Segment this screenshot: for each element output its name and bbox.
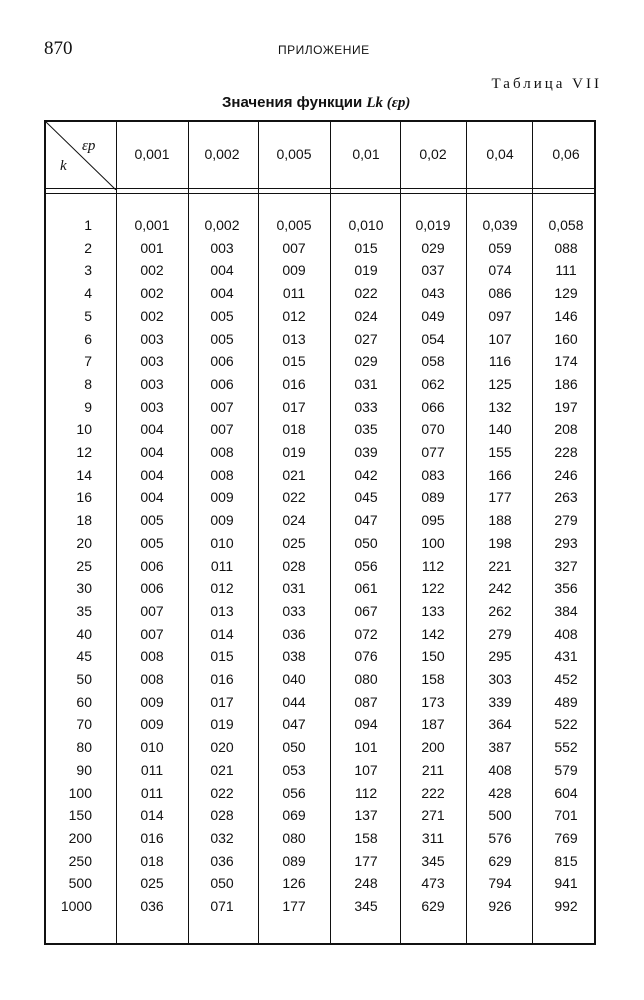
table-cell: 087 [354, 693, 378, 710]
table-cell: 058 [421, 353, 445, 370]
table-cell: 198 [488, 534, 512, 551]
table-cell: 576 [488, 829, 512, 846]
table-cell: 025 [140, 875, 164, 892]
table-row [44, 373, 596, 395]
table-cell: 140 [488, 421, 512, 438]
table-cell: 794 [488, 875, 512, 892]
table-cell: 047 [282, 716, 306, 733]
table-cell: 001 [140, 239, 164, 256]
table-cell: 303 [488, 671, 512, 687]
table-cell: 027 [354, 330, 378, 347]
table-cell: 208 [554, 421, 578, 438]
column-header: 0,001 [134, 146, 170, 162]
table-cell: 408 [554, 625, 578, 642]
table-row [44, 850, 596, 872]
table-cell: 095 [421, 512, 445, 529]
table-cell: 010 [140, 739, 164, 756]
table-cell: 022 [354, 285, 378, 302]
table-cell: 094 [354, 716, 378, 733]
table-cell: 014 [210, 625, 234, 642]
table-cell: 029 [354, 353, 378, 370]
row-k-value: 2 [84, 239, 92, 256]
table-cell: 036 [282, 625, 306, 642]
table-cell: 174 [554, 353, 578, 370]
table-cell: 021 [282, 466, 306, 483]
table-cell: 016 [210, 671, 234, 687]
table-cell: 069 [282, 807, 306, 824]
column-variable-label: εp [82, 138, 96, 154]
column-header: 0,02 [419, 146, 447, 162]
table-cell: 076 [354, 648, 378, 665]
table-cell: 005 [140, 534, 164, 551]
table-cell: 042 [354, 466, 378, 483]
table-cell: 155 [488, 444, 512, 460]
row-k-value: 3 [84, 262, 92, 279]
table-cell: 032 [210, 829, 234, 846]
row-k-value: 250 [68, 852, 92, 869]
table-cell: 452 [554, 671, 578, 687]
table-cell: 008 [210, 444, 234, 460]
table-cell: 339 [488, 693, 512, 710]
table-cell: 056 [354, 557, 378, 574]
table-cell: 126 [282, 875, 306, 892]
row-k-value: 60 [76, 693, 92, 710]
table-cell: 629 [488, 852, 512, 869]
table-cell: 016 [282, 375, 306, 392]
table-row [44, 418, 596, 440]
table-cell: 345 [421, 852, 445, 869]
table-cell: 011 [282, 285, 306, 302]
table-cell: 022 [210, 784, 234, 801]
table-cell: 011 [210, 557, 234, 574]
table-cell: 177 [354, 852, 378, 869]
row-k-value: 80 [76, 739, 92, 756]
table-cell: 024 [282, 512, 306, 529]
table-cell: 007 [282, 239, 306, 256]
row-k-value: 4 [84, 285, 92, 302]
table-cell: 071 [210, 898, 234, 914]
table-cell: 150 [421, 648, 445, 665]
table-cell: 080 [282, 829, 306, 846]
table-cell: 040 [282, 671, 306, 687]
header-diagonal-line [44, 120, 116, 190]
row-k-value: 14 [76, 466, 92, 483]
table-row [44, 895, 596, 917]
table-cell: 037 [421, 262, 445, 279]
table-cell: 031 [282, 580, 306, 597]
table-cell: 177 [488, 489, 512, 506]
table-cell: 003 [140, 375, 164, 392]
table-cell: 122 [421, 580, 445, 597]
row-k-value: 1 [84, 217, 92, 233]
table-cell: 008 [140, 648, 164, 665]
table-cell: 112 [421, 557, 445, 574]
row-k-value: 25 [76, 557, 92, 574]
table-row [44, 668, 596, 690]
table-cell: 035 [354, 421, 378, 438]
table-cell: 006 [140, 557, 164, 574]
table-cell: 019 [282, 444, 306, 460]
table-cell: 552 [554, 739, 578, 756]
row-k-value: 40 [76, 625, 92, 642]
row-k-value: 9 [84, 398, 92, 415]
row-k-value: 500 [68, 875, 92, 892]
table-cell: 384 [554, 602, 578, 619]
table-cell: 067 [354, 602, 378, 619]
table-cell: 053 [282, 761, 306, 778]
table-cell: 013 [210, 602, 234, 619]
table-cell: 133 [421, 602, 445, 619]
table-cell: 137 [354, 807, 378, 824]
table-row [44, 759, 596, 781]
table-cell: 101 [354, 739, 378, 756]
table-cell: 941 [554, 875, 578, 892]
table-cell: 033 [354, 398, 378, 415]
table-cell: 003 [140, 353, 164, 370]
row-k-value: 100 [68, 784, 92, 801]
table-cell: 004 [140, 466, 164, 483]
table-row [44, 350, 596, 372]
table-cell: 009 [140, 716, 164, 733]
table-cell: 047 [354, 512, 378, 529]
table-cell: 132 [488, 398, 512, 415]
table-cell: 005 [140, 512, 164, 529]
column-header: 0,06 [552, 146, 580, 162]
row-k-value: 16 [76, 489, 92, 506]
table-cell: 012 [282, 307, 306, 324]
table-cell: 059 [488, 239, 512, 256]
table-cell: 010 [210, 534, 234, 551]
table-cell: 200 [421, 739, 445, 756]
table-cell: 086 [488, 285, 512, 302]
table-cell: 111 [555, 262, 577, 279]
table-cell: 0,058 [548, 217, 584, 233]
table-row [44, 577, 596, 599]
table-row [44, 441, 596, 463]
table-cell: 158 [421, 671, 445, 687]
table-cell: 009 [210, 489, 234, 506]
table-cell: 004 [140, 489, 164, 506]
header-rule-bottom-double [44, 193, 596, 194]
table-row [44, 532, 596, 554]
table-cell: 036 [140, 898, 164, 914]
row-k-value: 10 [76, 421, 92, 438]
table-row [44, 827, 596, 849]
table-cell: 197 [554, 398, 578, 415]
table-cell: 012 [210, 580, 234, 597]
table-cell: 107 [488, 330, 512, 347]
table-cell: 013 [282, 330, 306, 347]
table-cell: 020 [210, 739, 234, 756]
table-row [44, 872, 596, 894]
table-row [44, 396, 596, 418]
table-cell: 522 [554, 716, 578, 733]
table-cell: 327 [554, 557, 578, 574]
page-number: 870 [44, 38, 73, 59]
table-cell: 044 [282, 693, 306, 710]
table-cell: 242 [488, 580, 512, 597]
table-cell: 107 [354, 761, 378, 778]
row-k-value: 6 [84, 330, 92, 347]
table-cell: 100 [421, 534, 445, 551]
table-cell: 188 [488, 512, 512, 529]
table-cell: 007 [140, 625, 164, 642]
row-k-value: 30 [76, 580, 92, 597]
row-k-value: 90 [76, 761, 92, 778]
table-row [44, 804, 596, 826]
table-cell: 049 [421, 307, 445, 324]
table-row [44, 328, 596, 350]
table-cell: 428 [488, 784, 512, 801]
table-cell: 083 [421, 466, 445, 483]
table-row [44, 509, 596, 531]
row-k-value: 8 [84, 375, 92, 392]
table-cell: 173 [421, 693, 445, 710]
table-cell: 387 [488, 739, 512, 756]
table-cell: 345 [354, 898, 378, 914]
table-cell: 222 [421, 784, 445, 801]
table-cell: 007 [210, 421, 234, 438]
table-row [44, 645, 596, 667]
header-rule-top [44, 120, 596, 122]
table-cell: 293 [554, 534, 578, 551]
table-row [44, 736, 596, 758]
table-cell: 072 [354, 625, 378, 642]
row-k-value: 12 [76, 444, 92, 460]
row-k-value: 45 [76, 648, 92, 665]
table-title-function: Lk (εp) [366, 95, 411, 111]
column-header: 0,04 [486, 146, 514, 162]
header-rule-bottom [44, 188, 596, 189]
table-cell: 043 [421, 285, 445, 302]
table-cell: 0,019 [415, 217, 451, 233]
table-cell: 074 [488, 262, 512, 279]
table-label: Таблица VII [491, 76, 602, 92]
table-cell: 036 [210, 852, 234, 869]
table-cell: 018 [282, 421, 306, 438]
table-cell: 211 [421, 761, 445, 778]
table-cell: 022 [282, 489, 306, 506]
running-header: ПРИЛОЖЕНИЕ [278, 43, 370, 57]
table-cell: 019 [354, 262, 378, 279]
table-cell: 177 [282, 898, 306, 914]
table-cell: 112 [354, 784, 378, 801]
row-k-value: 50 [76, 671, 92, 687]
table-cell: 066 [421, 398, 445, 415]
table-cell: 489 [554, 693, 578, 710]
table-cell: 007 [210, 398, 234, 415]
table-cell: 279 [554, 512, 578, 529]
table-row [44, 305, 596, 327]
table-title [222, 94, 410, 112]
table-cell: 003 [140, 398, 164, 415]
table-row [44, 214, 596, 236]
row-k-value: 7 [84, 353, 92, 370]
table-cell: 228 [554, 444, 578, 460]
table-cell: 0,002 [204, 217, 240, 233]
table-cell: 500 [488, 807, 512, 824]
table-cell: 629 [421, 898, 445, 914]
table-cell: 166 [488, 466, 512, 483]
table-cell: 038 [282, 648, 306, 665]
table-cell: 050 [210, 875, 234, 892]
table-cell: 701 [554, 807, 578, 824]
table-cell: 004 [210, 285, 234, 302]
table-cell: 0,010 [348, 217, 384, 233]
table-cell: 142 [421, 625, 445, 642]
table-cell: 015 [354, 239, 378, 256]
table-cell: 125 [488, 375, 512, 392]
table-cell: 002 [140, 262, 164, 279]
table-cell: 050 [354, 534, 378, 551]
table-row [44, 623, 596, 645]
table-cell: 004 [210, 262, 234, 279]
table-cell: 158 [354, 829, 378, 846]
table-cell: 279 [488, 625, 512, 642]
column-header: 0,002 [204, 146, 240, 162]
table-row [44, 713, 596, 735]
row-k-value: 18 [76, 512, 92, 529]
table-title-prefix: Значения функции [222, 94, 363, 111]
table-row [44, 464, 596, 486]
table-cell: 033 [282, 602, 306, 619]
row-k-value: 35 [76, 602, 92, 619]
row-k-value: 70 [76, 716, 92, 733]
table-cell: 006 [210, 375, 234, 392]
table-cell: 271 [421, 807, 445, 824]
table-cell: 029 [421, 239, 445, 256]
table-cell: 009 [140, 693, 164, 710]
row-k-value: 20 [76, 534, 92, 551]
table-cell: 088 [554, 239, 578, 256]
table-cell: 077 [421, 444, 445, 460]
table-cell: 025 [282, 534, 306, 551]
table-cell: 008 [140, 671, 164, 687]
table-cell: 356 [554, 580, 578, 597]
table-cell: 054 [421, 330, 445, 347]
table-cell: 473 [421, 875, 445, 892]
table-cell: 769 [554, 829, 578, 846]
table-cell: 431 [554, 648, 578, 665]
table-row [44, 259, 596, 281]
table-cell: 014 [140, 807, 164, 824]
table-cell: 008 [210, 466, 234, 483]
row-k-value: 150 [68, 807, 92, 824]
table-cell: 050 [282, 739, 306, 756]
table-cell: 004 [140, 444, 164, 460]
column-header: 0,01 [352, 146, 380, 162]
column-header: 0,005 [276, 146, 312, 162]
table-cell: 002 [140, 307, 164, 324]
table-cell: 364 [488, 716, 512, 733]
table-cell: 021 [210, 761, 234, 778]
table-cell: 003 [140, 330, 164, 347]
table-cell: 015 [282, 353, 306, 370]
table-cell: 992 [554, 898, 578, 914]
table-cell: 263 [554, 489, 578, 506]
row-variable-label: k [60, 158, 67, 174]
table-cell: 006 [140, 580, 164, 597]
table-cell: 045 [354, 489, 378, 506]
table-cell: 408 [488, 761, 512, 778]
table-cell: 097 [488, 307, 512, 324]
table-cell: 604 [554, 784, 578, 801]
table-cell: 018 [140, 852, 164, 869]
table-cell: 056 [282, 784, 306, 801]
table-cell: 003 [210, 239, 234, 256]
table-cell: 311 [421, 829, 445, 846]
table-cell: 089 [282, 852, 306, 869]
table-cell: 0,001 [134, 217, 170, 233]
table-cell: 579 [554, 761, 578, 778]
table-cell: 006 [210, 353, 234, 370]
row-k-value: 5 [84, 307, 92, 324]
table-cell: 129 [554, 285, 578, 302]
table-row [44, 782, 596, 804]
table-cell: 187 [421, 716, 445, 733]
table-row [44, 691, 596, 713]
table-row [44, 237, 596, 259]
table-cell: 011 [140, 784, 164, 801]
table-cell: 011 [140, 761, 164, 778]
table-cell: 002 [140, 285, 164, 302]
table-cell: 028 [282, 557, 306, 574]
table-cell: 017 [282, 398, 306, 415]
table-cell: 146 [554, 307, 578, 324]
table-cell: 246 [554, 466, 578, 483]
table-cell: 007 [140, 602, 164, 619]
table-cell: 016 [140, 829, 164, 846]
table-cell: 295 [488, 648, 512, 665]
table-cell: 070 [421, 421, 445, 438]
table-cell: 031 [354, 375, 378, 392]
table-cell: 221 [488, 557, 512, 574]
table-cell: 017 [210, 693, 234, 710]
row-k-value: 200 [68, 829, 92, 846]
table-cell: 186 [554, 375, 578, 392]
table-cell: 160 [554, 330, 578, 347]
table-cell: 019 [210, 716, 234, 733]
table-cell: 024 [354, 307, 378, 324]
table-cell: 089 [421, 489, 445, 506]
table-cell: 080 [354, 671, 378, 687]
table-cell: 0,039 [482, 217, 518, 233]
table-row [44, 486, 596, 508]
table-cell: 005 [210, 330, 234, 347]
table-row [44, 282, 596, 304]
table-cell: 039 [354, 444, 378, 460]
table-cell: 248 [354, 875, 378, 892]
table-cell: 116 [488, 353, 512, 370]
table-row [44, 600, 596, 622]
table-cell: 062 [421, 375, 445, 392]
row-k-value: 1000 [60, 898, 92, 914]
table-cell: 004 [140, 421, 164, 438]
table-cell: 061 [354, 580, 378, 597]
table-cell: 009 [282, 262, 306, 279]
table-cell: 262 [488, 602, 512, 619]
table-cell: 028 [210, 807, 234, 824]
table-cell: 815 [554, 852, 578, 869]
table-cell: 015 [210, 648, 234, 665]
table-cell: 926 [488, 898, 512, 914]
table-cell: 005 [210, 307, 234, 324]
table-cell: 0,005 [276, 217, 312, 233]
table-cell: 009 [210, 512, 234, 529]
table-row [44, 555, 596, 577]
